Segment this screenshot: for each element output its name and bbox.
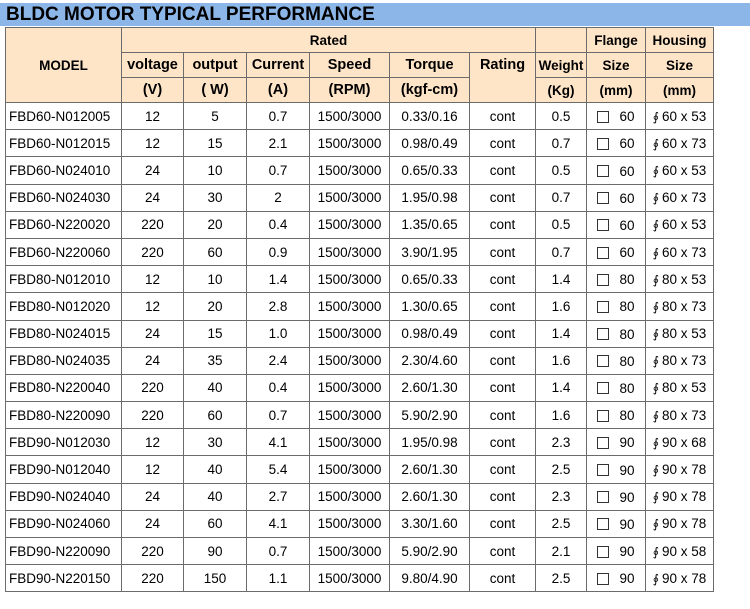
header-housing: Housing — [646, 28, 714, 53]
flange-cell — [587, 538, 646, 565]
header-rated: Rated — [122, 28, 536, 53]
model-cell: FBD60-N024010 — [6, 157, 122, 184]
diameter-icon: ∮ — [652, 299, 659, 314]
speed-cell: 1500/3000 — [310, 266, 390, 293]
speed-cell: 1500/3000 — [310, 293, 390, 320]
diameter-icon: ∮ — [652, 435, 659, 450]
speed-cell: 1500/3000 — [310, 374, 390, 401]
current-cell: 2.4 — [247, 347, 310, 374]
speed-cell: 1500/3000 — [310, 402, 390, 429]
weight-cell: 1.6 — [536, 347, 587, 374]
flange-cell — [587, 347, 646, 374]
weight-cell: 2.5 — [536, 456, 587, 483]
housing-size-value: 80 x 73 — [661, 407, 707, 423]
diameter-icon: ∮ — [652, 272, 659, 287]
housing-size-value: 60 x 73 — [661, 190, 707, 206]
output-cell: 15 — [184, 130, 247, 157]
table-row — [6, 347, 714, 374]
checkbox-square-icon — [597, 518, 609, 530]
speed-cell: 1500/3000 — [310, 347, 390, 374]
housing-size-value: 90 x 78 — [661, 462, 707, 478]
torque-cell: 2.60/1.30 — [390, 456, 470, 483]
flange-cell — [587, 157, 646, 184]
rating-cell: cont — [470, 456, 536, 483]
flange-cell — [587, 402, 646, 429]
weight-cell: 2.5 — [536, 510, 587, 537]
voltage-cell: 12 — [122, 103, 184, 130]
rating-cell: cont — [470, 429, 536, 456]
output-cell: 40 — [184, 483, 247, 510]
output-cell: 30 — [184, 429, 247, 456]
flange-cell — [587, 565, 646, 592]
current-cell: 2 — [247, 184, 310, 211]
checkbox-square-icon — [597, 464, 609, 476]
housing-cell — [646, 483, 714, 510]
rating-cell: cont — [470, 211, 536, 238]
flange-cell — [587, 429, 646, 456]
rating-cell: cont — [470, 266, 536, 293]
diameter-icon: ∮ — [652, 408, 659, 423]
current-cell: 2.1 — [247, 130, 310, 157]
weight-cell: 0.7 — [536, 238, 587, 265]
housing-size-value: 90 x 58 — [661, 543, 707, 559]
rating-cell: cont — [470, 320, 536, 347]
diameter-icon: ∮ — [652, 109, 659, 124]
current-cell: 4.1 — [247, 510, 310, 537]
weight-cell: 0.5 — [536, 103, 587, 130]
speed-cell: 1500/3000 — [310, 565, 390, 592]
housing-cell — [646, 510, 714, 537]
rating-cell: cont — [470, 347, 536, 374]
housing-cell — [646, 374, 714, 401]
rating-cell: cont — [470, 565, 536, 592]
voltage-cell: 220 — [122, 565, 184, 592]
model-cell: FBD80-N220040 — [6, 374, 122, 401]
flange-size-value: 90 — [619, 462, 635, 478]
diameter-icon: ∮ — [652, 136, 659, 151]
housing-size-value: 90 x 78 — [661, 516, 707, 532]
speed-cell: 1500/3000 — [310, 130, 390, 157]
speed-cell: 1500/3000 — [310, 238, 390, 265]
rating-cell: cont — [470, 538, 536, 565]
model-cell: FBD90-N024040 — [6, 483, 122, 510]
checkbox-square-icon — [597, 111, 609, 123]
weight-cell: 1.4 — [536, 266, 587, 293]
torque-cell: 2.60/1.30 — [390, 374, 470, 401]
rating-cell: cont — [470, 293, 536, 320]
housing-cell — [646, 211, 714, 238]
checkbox-square-icon — [597, 274, 609, 286]
torque-cell: 2.60/1.30 — [390, 483, 470, 510]
current-cell: 2.7 — [247, 483, 310, 510]
housing-cell — [646, 293, 714, 320]
housing-cell — [646, 456, 714, 483]
voltage-cell: 220 — [122, 374, 184, 401]
output-cell: 20 — [184, 211, 247, 238]
flange-size-value: 80 — [619, 299, 635, 315]
header-torque-unit: (kgf-cm) — [390, 78, 470, 103]
housing-cell — [646, 266, 714, 293]
model-cell: FBD60-N012005 — [6, 103, 122, 130]
housing-cell — [646, 320, 714, 347]
header-current-unit: (A) — [247, 78, 310, 103]
diameter-icon: ∮ — [652, 191, 659, 206]
current-cell: 2.8 — [247, 293, 310, 320]
checkbox-square-icon — [597, 192, 609, 204]
table-row — [6, 130, 714, 157]
housing-size-value: 90 x 68 — [661, 434, 707, 450]
output-cell: 90 — [184, 538, 247, 565]
current-cell: 0.9 — [247, 238, 310, 265]
speed-cell: 1500/3000 — [310, 157, 390, 184]
header-output-unit: ( W) — [184, 78, 247, 103]
weight-cell: 2.3 — [536, 429, 587, 456]
model-cell: FBD80-N220090 — [6, 402, 122, 429]
voltage-cell: 220 — [122, 538, 184, 565]
housing-cell — [646, 184, 714, 211]
housing-cell — [646, 347, 714, 374]
flange-size-value: 90 — [619, 516, 635, 532]
housing-size-value: 60 x 53 — [661, 162, 707, 178]
speed-cell: 1500/3000 — [310, 483, 390, 510]
diameter-icon: ∮ — [652, 354, 659, 369]
output-cell: 5 — [184, 103, 247, 130]
housing-size-value: 60 x 53 — [661, 217, 707, 233]
flange-cell — [587, 184, 646, 211]
voltage-cell: 24 — [122, 184, 184, 211]
flange-cell — [587, 374, 646, 401]
model-cell: FBD60-N012015 — [6, 130, 122, 157]
housing-size-value: 60 x 53 — [661, 108, 707, 124]
rating-cell: cont — [470, 510, 536, 537]
current-cell: 5.4 — [247, 456, 310, 483]
checkbox-square-icon — [597, 328, 609, 340]
table-row — [6, 320, 714, 347]
housing-cell — [646, 130, 714, 157]
header-weight: Weight — [536, 53, 587, 78]
housing-size-value: 80 x 53 — [661, 326, 707, 342]
torque-cell: 0.98/0.49 — [390, 320, 470, 347]
diameter-icon: ∮ — [652, 463, 659, 478]
checkbox-square-icon — [597, 437, 609, 449]
flange-cell — [587, 238, 646, 265]
model-cell: FBD90-N012040 — [6, 456, 122, 483]
header-flange: Flange — [587, 28, 646, 53]
model-cell: FBD60-N220020 — [6, 211, 122, 238]
output-cell: 60 — [184, 402, 247, 429]
torque-cell: 3.30/1.60 — [390, 510, 470, 537]
housing-size-value: 80 x 73 — [661, 353, 707, 369]
torque-cell: 0.65/0.33 — [390, 266, 470, 293]
weight-cell: 0.7 — [536, 184, 587, 211]
output-cell: 35 — [184, 347, 247, 374]
flange-size-value: 80 — [619, 272, 635, 288]
checkbox-square-icon — [597, 301, 609, 313]
flange-size-value: 90 — [619, 489, 635, 505]
model-cell: FBD90-N012030 — [6, 429, 122, 456]
diameter-icon: ∮ — [652, 163, 659, 178]
flange-cell — [587, 320, 646, 347]
diameter-icon: ∮ — [652, 571, 659, 586]
current-cell: 1.0 — [247, 320, 310, 347]
housing-size-value: 80 x 73 — [661, 298, 707, 314]
table-row — [6, 510, 714, 537]
voltage-cell: 24 — [122, 510, 184, 537]
rating-cell: cont — [470, 238, 536, 265]
torque-cell: 5.90/2.90 — [390, 402, 470, 429]
table-row — [6, 184, 714, 211]
rating-cell: cont — [470, 374, 536, 401]
housing-cell — [646, 402, 714, 429]
voltage-cell: 24 — [122, 157, 184, 184]
flange-size-value: 80 — [619, 326, 635, 342]
flange-size-value: 90 — [619, 571, 635, 587]
checkbox-square-icon — [597, 138, 609, 150]
checkbox-square-icon — [597, 491, 609, 503]
header-rating: Rating — [470, 53, 536, 103]
housing-cell — [646, 429, 714, 456]
output-cell: 40 — [184, 456, 247, 483]
voltage-cell: 220 — [122, 238, 184, 265]
torque-cell: 9.80/4.90 — [390, 565, 470, 592]
header-output: output — [184, 53, 247, 78]
current-cell: 0.7 — [247, 402, 310, 429]
torque-cell: 3.90/1.95 — [390, 238, 470, 265]
current-cell: 1.1 — [247, 565, 310, 592]
flange-size-value: 60 — [619, 136, 635, 152]
rating-cell: cont — [470, 483, 536, 510]
weight-cell: 1.4 — [536, 320, 587, 347]
flange-cell — [587, 483, 646, 510]
header-weight-spacer — [536, 28, 587, 53]
torque-cell: 1.35/0.65 — [390, 211, 470, 238]
current-cell: 4.1 — [247, 429, 310, 456]
checkbox-square-icon — [597, 573, 609, 585]
voltage-cell: 12 — [122, 130, 184, 157]
table-row — [6, 211, 714, 238]
housing-cell — [646, 157, 714, 184]
housing-size-value: 90 x 78 — [661, 570, 707, 586]
flange-cell — [587, 456, 646, 483]
table-row — [6, 157, 714, 184]
flange-cell — [587, 266, 646, 293]
checkbox-square-icon — [597, 247, 609, 259]
page-title: BLDC MOTOR TYPICAL PERFORMANCE — [0, 3, 750, 26]
table-row — [6, 429, 714, 456]
checkbox-square-icon — [597, 546, 609, 558]
table-row — [6, 565, 714, 592]
output-cell: 60 — [184, 510, 247, 537]
model-cell: FBD80-N024015 — [6, 320, 122, 347]
housing-cell — [646, 103, 714, 130]
flange-size-value: 80 — [619, 408, 635, 424]
model-cell: FBD80-N024035 — [6, 347, 122, 374]
table-row — [6, 238, 714, 265]
table-row — [6, 266, 714, 293]
torque-cell: 5.90/2.90 — [390, 538, 470, 565]
header-flange-unit: (mm) — [587, 78, 646, 103]
weight-cell: 1.4 — [536, 374, 587, 401]
flange-size-value: 60 — [619, 217, 635, 233]
weight-cell: 0.5 — [536, 211, 587, 238]
speed-cell: 1500/3000 — [310, 320, 390, 347]
housing-size-value: 60 x 73 — [661, 135, 707, 151]
speed-cell: 1500/3000 — [310, 103, 390, 130]
output-cell: 60 — [184, 238, 247, 265]
weight-cell: 2.5 — [536, 565, 587, 592]
current-cell: 0.4 — [247, 374, 310, 401]
checkbox-square-icon — [597, 165, 609, 177]
performance-table — [5, 27, 714, 592]
model-cell: FBD90-N220150 — [6, 565, 122, 592]
flange-size-value: 90 — [619, 435, 635, 451]
table-row — [6, 456, 714, 483]
checkbox-square-icon — [597, 410, 609, 422]
rating-cell: cont — [470, 130, 536, 157]
diameter-icon: ∮ — [652, 327, 659, 342]
checkbox-square-icon — [597, 219, 609, 231]
torque-cell: 0.65/0.33 — [390, 157, 470, 184]
current-cell: 0.7 — [247, 538, 310, 565]
table-row — [6, 293, 714, 320]
header-speed: Speed — [310, 53, 390, 78]
flange-size-value: 80 — [619, 353, 635, 369]
housing-size-value: 60 x 73 — [661, 244, 707, 260]
flange-cell — [587, 103, 646, 130]
output-cell: 30 — [184, 184, 247, 211]
header-current: Current — [247, 53, 310, 78]
flange-size-value: 80 — [619, 380, 635, 396]
speed-cell: 1500/3000 — [310, 456, 390, 483]
header-housing-size: Size — [646, 53, 714, 78]
current-cell: 1.4 — [247, 266, 310, 293]
weight-cell: 1.6 — [536, 293, 587, 320]
checkbox-square-icon — [597, 355, 609, 367]
output-cell: 10 — [184, 157, 247, 184]
table-row — [6, 483, 714, 510]
output-cell: 20 — [184, 293, 247, 320]
housing-size-value: 80 x 53 — [661, 380, 707, 396]
current-cell: 0.7 — [247, 103, 310, 130]
output-cell: 15 — [184, 320, 247, 347]
rating-cell: cont — [470, 184, 536, 211]
current-cell: 0.7 — [247, 157, 310, 184]
housing-cell — [646, 538, 714, 565]
flange-size-value: 60 — [619, 190, 635, 206]
header-voltage: voltage — [122, 53, 184, 78]
torque-cell: 0.33/0.16 — [390, 103, 470, 130]
model-cell: FBD60-N220060 — [6, 238, 122, 265]
header-torque: Torque — [390, 53, 470, 78]
weight-cell: 2.1 — [536, 538, 587, 565]
flange-size-value: 90 — [619, 544, 635, 560]
table-row — [6, 538, 714, 565]
output-cell: 10 — [184, 266, 247, 293]
torque-cell: 0.98/0.49 — [390, 130, 470, 157]
torque-cell: 1.95/0.98 — [390, 184, 470, 211]
housing-size-value: 80 x 53 — [661, 271, 707, 287]
weight-cell: 0.7 — [536, 130, 587, 157]
flange-size-value: 60 — [619, 245, 635, 260]
weight-cell: 0.5 — [536, 157, 587, 184]
speed-cell: 1500/3000 — [310, 510, 390, 537]
voltage-cell: 220 — [122, 211, 184, 238]
voltage-cell: 12 — [122, 266, 184, 293]
diameter-icon: ∮ — [652, 381, 659, 396]
diameter-icon: ∮ — [652, 490, 659, 505]
diameter-icon: ∮ — [652, 544, 659, 559]
voltage-cell: 12 — [122, 429, 184, 456]
table-row — [6, 402, 714, 429]
header-voltage-unit: (V) — [122, 78, 184, 103]
model-cell: FBD60-N024030 — [6, 184, 122, 211]
table-row — [6, 103, 714, 130]
rating-cell: cont — [470, 157, 536, 184]
model-cell: FBD80-N012020 — [6, 293, 122, 320]
flange-cell — [587, 510, 646, 537]
voltage-cell: 24 — [122, 320, 184, 347]
speed-cell: 1500/3000 — [310, 429, 390, 456]
model-cell: FBD90-N220090 — [6, 538, 122, 565]
model-cell: FBD90-N024060 — [6, 510, 122, 537]
voltage-cell: 24 — [122, 347, 184, 374]
housing-cell — [646, 238, 714, 265]
flange-size-value: 60 — [619, 163, 635, 179]
current-cell: 0.4 — [247, 211, 310, 238]
voltage-cell: 12 — [122, 456, 184, 483]
flange-cell — [587, 211, 646, 238]
checkbox-square-icon — [597, 382, 609, 394]
weight-cell: 2.3 — [536, 483, 587, 510]
diameter-icon: ∮ — [652, 517, 659, 532]
torque-cell: 1.95/0.98 — [390, 429, 470, 456]
speed-cell: 1500/3000 — [310, 538, 390, 565]
flange-size-value: 60 — [619, 109, 635, 125]
output-cell: 150 — [184, 565, 247, 592]
housing-cell — [646, 565, 714, 592]
rating-cell: cont — [470, 402, 536, 429]
header-model: MODEL — [6, 28, 122, 103]
voltage-cell: 12 — [122, 293, 184, 320]
torque-cell: 2.30/4.60 — [390, 347, 470, 374]
speed-cell: 1500/3000 — [310, 211, 390, 238]
model-cell: FBD80-N012010 — [6, 266, 122, 293]
flange-cell — [587, 130, 646, 157]
header-weight-unit: (Kg) — [536, 78, 587, 103]
table-body — [6, 103, 714, 592]
rating-cell: cont — [470, 103, 536, 130]
weight-cell: 1.6 — [536, 402, 587, 429]
flange-cell — [587, 293, 646, 320]
voltage-cell: 24 — [122, 483, 184, 510]
diameter-icon: ∮ — [652, 218, 659, 233]
header-speed-unit: (RPM) — [310, 78, 390, 103]
housing-size-value: 90 x 78 — [661, 489, 707, 505]
torque-cell: 1.30/0.65 — [390, 293, 470, 320]
table-row — [6, 374, 714, 401]
header-housing-unit: (mm) — [646, 78, 714, 103]
diameter-icon: ∮ — [652, 245, 659, 260]
voltage-cell: 220 — [122, 402, 184, 429]
header-flange-size: Size — [587, 53, 646, 78]
speed-cell: 1500/3000 — [310, 184, 390, 211]
output-cell: 40 — [184, 374, 247, 401]
